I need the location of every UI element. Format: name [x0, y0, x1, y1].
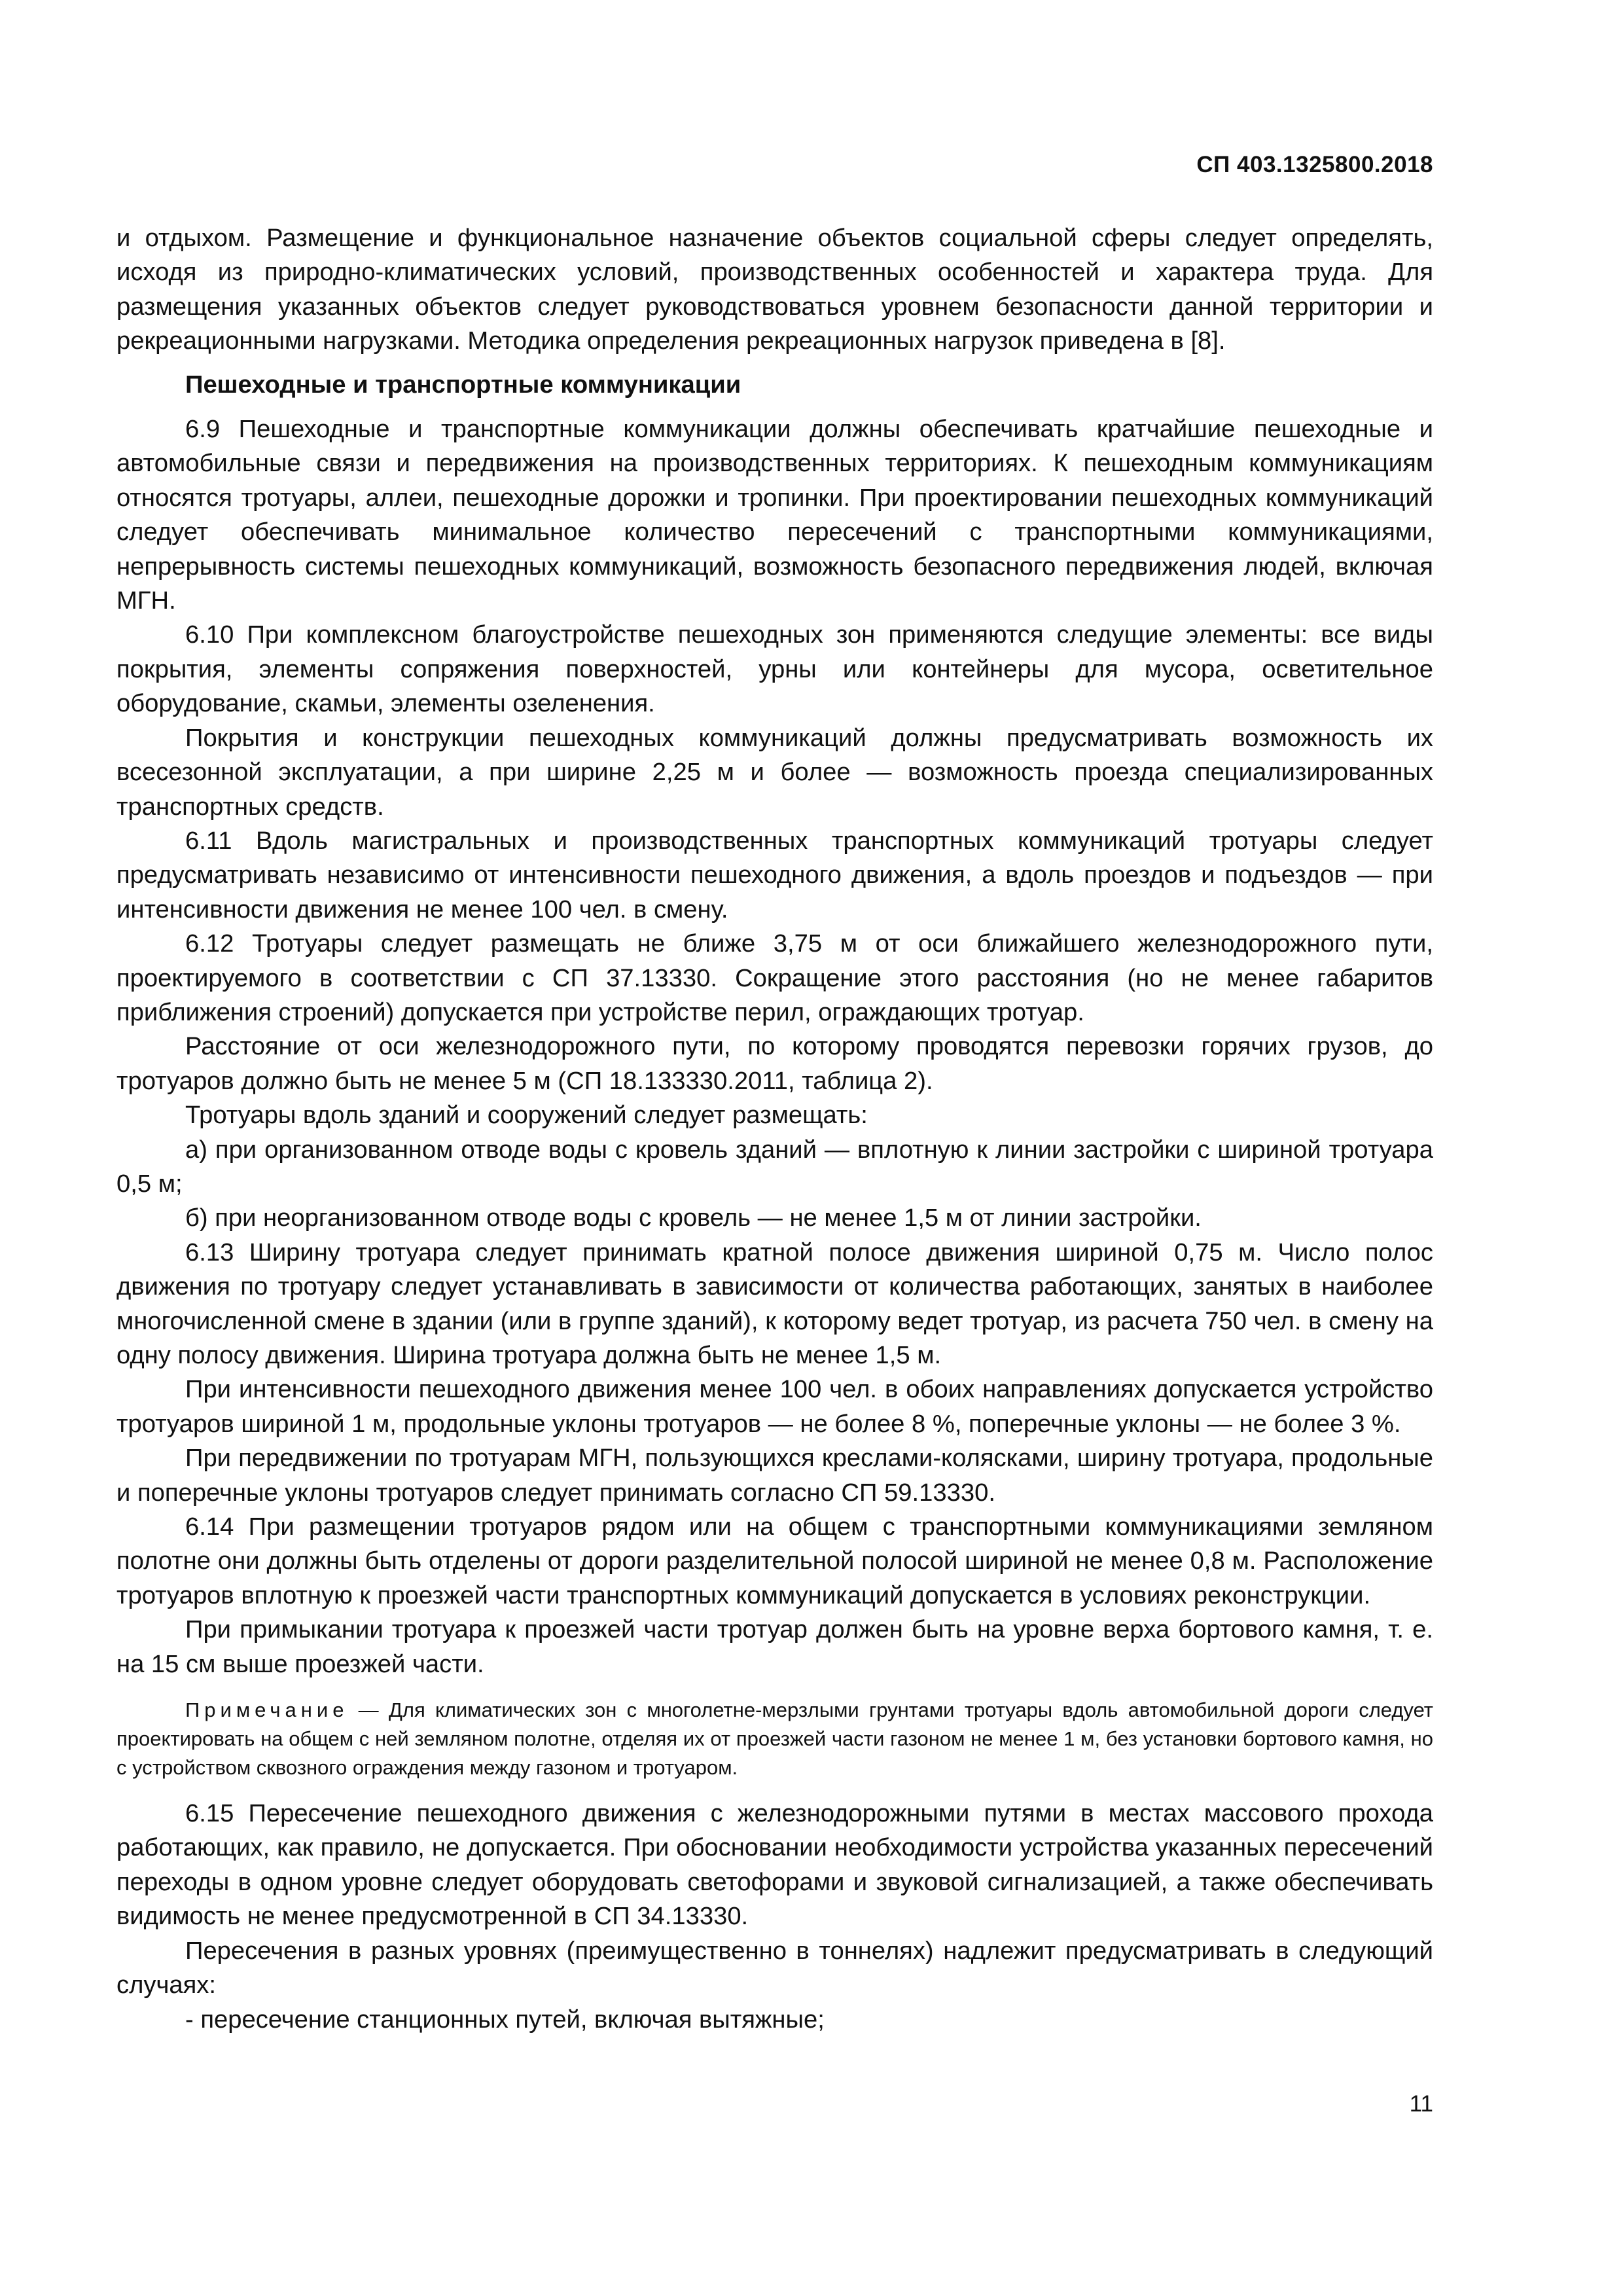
paragraph-rail-distance: Расстояние от оси железнодорожного пути, по которому проводятся перевозки горячих грузов, до тротуаров должно быть не менее 5 м (СП 18.133330.2011, таблица 2).: [116, 1032, 1433, 1095]
paragraph-6-10: 6.10 При комплексном благоустройстве пешеходных зон применяются следущие элементы: все виды покрытия, элементы сопряжения поверхностей, урны или контейнеры для мусора, осветительное оборудование, скамьи, элементы озеленения.: [116, 620, 1433, 718]
document-code: СП 403.1325800.2018: [1196, 152, 1433, 177]
paragraph-6-9: 6.9 Пешеходные и транспортные коммуникации должны обеспечивать кратчайшие пешеходные и автомобильные связи и передвижения на производственных территориях. К пешеходным коммуникациям относятся тротуары, аллеи, пешеходные дорожки и тропинки. При проектировании пешеходных коммуникаций следует обеспечивать минимальное количество пересечений с транспортными коммуникациями, непрерывность системы пешеходных коммуникаций, возможность безопасного передвижения людей, включая МГН.: [116, 415, 1433, 615]
document-page: [116, 0, 1433, 2296]
paragraph-6-14: 6.14 При размещении тротуаров рядом или на общем с транспортными коммуникациями земляном полотне они должны быть отделены от дороги разделительной полосой шириной не менее 0,8 м. Расположение тротуаров вплотную к проезжей части транспортных коммуникаций допускается в условиях реконструкции.: [116, 1513, 1433, 1609]
note: [116, 1696, 1433, 1782]
paragraph-6-12: 6.12 Тротуары следует размещать не ближе 3,75 м от оси ближайшего железнодорожного пути, проектируемого в соответствии с СП 37.13330. Сокращение этого расстояния (но не менее габаритов приближения строений) допускается при устройстве перил, ограждающих тротуар.: [116, 929, 1433, 1026]
paragraph-different-levels: Пересечения в разных уровнях (преимущественно в тоннелях) надлежит предусматривать в следующий случаях:: [116, 1936, 1433, 2000]
paragraph-sidewalks-along-buildings: Тротуары вдоль зданий и сооружений следует размещать:: [185, 1101, 868, 1130]
note-label: Примечание: [185, 1698, 349, 1722]
list-item-dash: - пересечение станционных путей, включая вытяжные;: [185, 2005, 825, 2034]
section-heading: Пешеходные и транспортные коммуникации: [185, 370, 741, 399]
document-body: [116, 221, 1433, 2037]
paragraph-coverings: Покрытия и конструкции пешеходных коммуникаций должны предусматривать возможность их всесезонной эксплуатации, а при ширине 2,25 м и более — возможность проезда специализированных транспортных средств.: [116, 723, 1433, 821]
paragraph-6-13: 6.13 Ширину тротуара следует принимать кратной полосе движения шириной 0,75 м. Число полос движения по тротуару следует устанавливать в зависимости от количества работающих, занятых в наиболее многочисленной смене в здании (или в группе зданий), к которому ведет тротуар, из расчета 750 чел. в смену на одну полосу движения. Ширина тротуара должна быть не менее 1,5 м.: [116, 1238, 1433, 1369]
list-item-a: а) при организованном отводе воды с кровель зданий — вплотную к линии застройки с шириной тротуара 0,5 м;: [116, 1135, 1433, 1198]
paragraph-low-intensity: При интенсивности пешеходного движения менее 100 чел. в обоих направлениях допускается устройство тротуаров шириной 1 м, продольные уклоны тротуаров — не более 8 %, поперечные уклоны — не более 3 %.: [116, 1375, 1433, 1438]
list-item-b: б) при неорганизованном отводе воды с кровель — не менее 1,5 м от линии застройки.: [185, 1204, 1202, 1232]
paragraph-wheelchair: При передвижении по тротуарам МГН, пользующихся креслами-колясками, ширину тротуара, продольные и поперечные уклоны тротуаров следует принимать согласно СП 59.13330.: [116, 1444, 1433, 1507]
page-number: 11: [1409, 2091, 1433, 2117]
paragraph-6-11: 6.11 Вдоль магистральных и производственных транспортных коммуникаций тротуары следует предусматривать независимо от интенсивности пешеходного движения, а вдоль проездов и подъездов — при интенсивности движения не менее 100 чел. в смену.: [116, 826, 1433, 924]
paragraph-6-15: 6.15 Пересечение пешеходного движения с железнодорожными путями в местах массового прохода работающих, как правило, не допускается. При обосновании необходимости устройства указанных пересечений переходы в одном уровне следует оборудовать светофорами и звуковой сигнализацией, а также обеспечивать видимость не менее предусмотренной в СП 34.13330.: [116, 1799, 1433, 1931]
paragraph-continuation: и отдыхом. Размещение и функциональное назначение объектов социальной сферы следует определять, исходя из природно-климатических условий, производственных особенностей и характера труда. Для размещения указанных объектов следует руководствоваться уровнем безопасности данной территории и рекреационными нагрузками. Методика определения рекреационных нагрузок приведена в [8].: [116, 224, 1433, 355]
note-text: — Для климатических зон с многолетне-мерзлыми грунтами тротуары вдоль автомобильной дороги следует проектировать на общем с ней земляном полотне, отделяя их от проезжей части газоном не менее 1 м, без установки бортового камня, но с устройством сквозного ограждения между газоном и тротуаром.: [116, 1698, 1433, 1780]
paragraph-curb: При примыкании тротуара к проезжей части тротуар должен быть на уровне верха бортового камня, т. е. на 15 см выше проезжей части.: [116, 1615, 1433, 1678]
